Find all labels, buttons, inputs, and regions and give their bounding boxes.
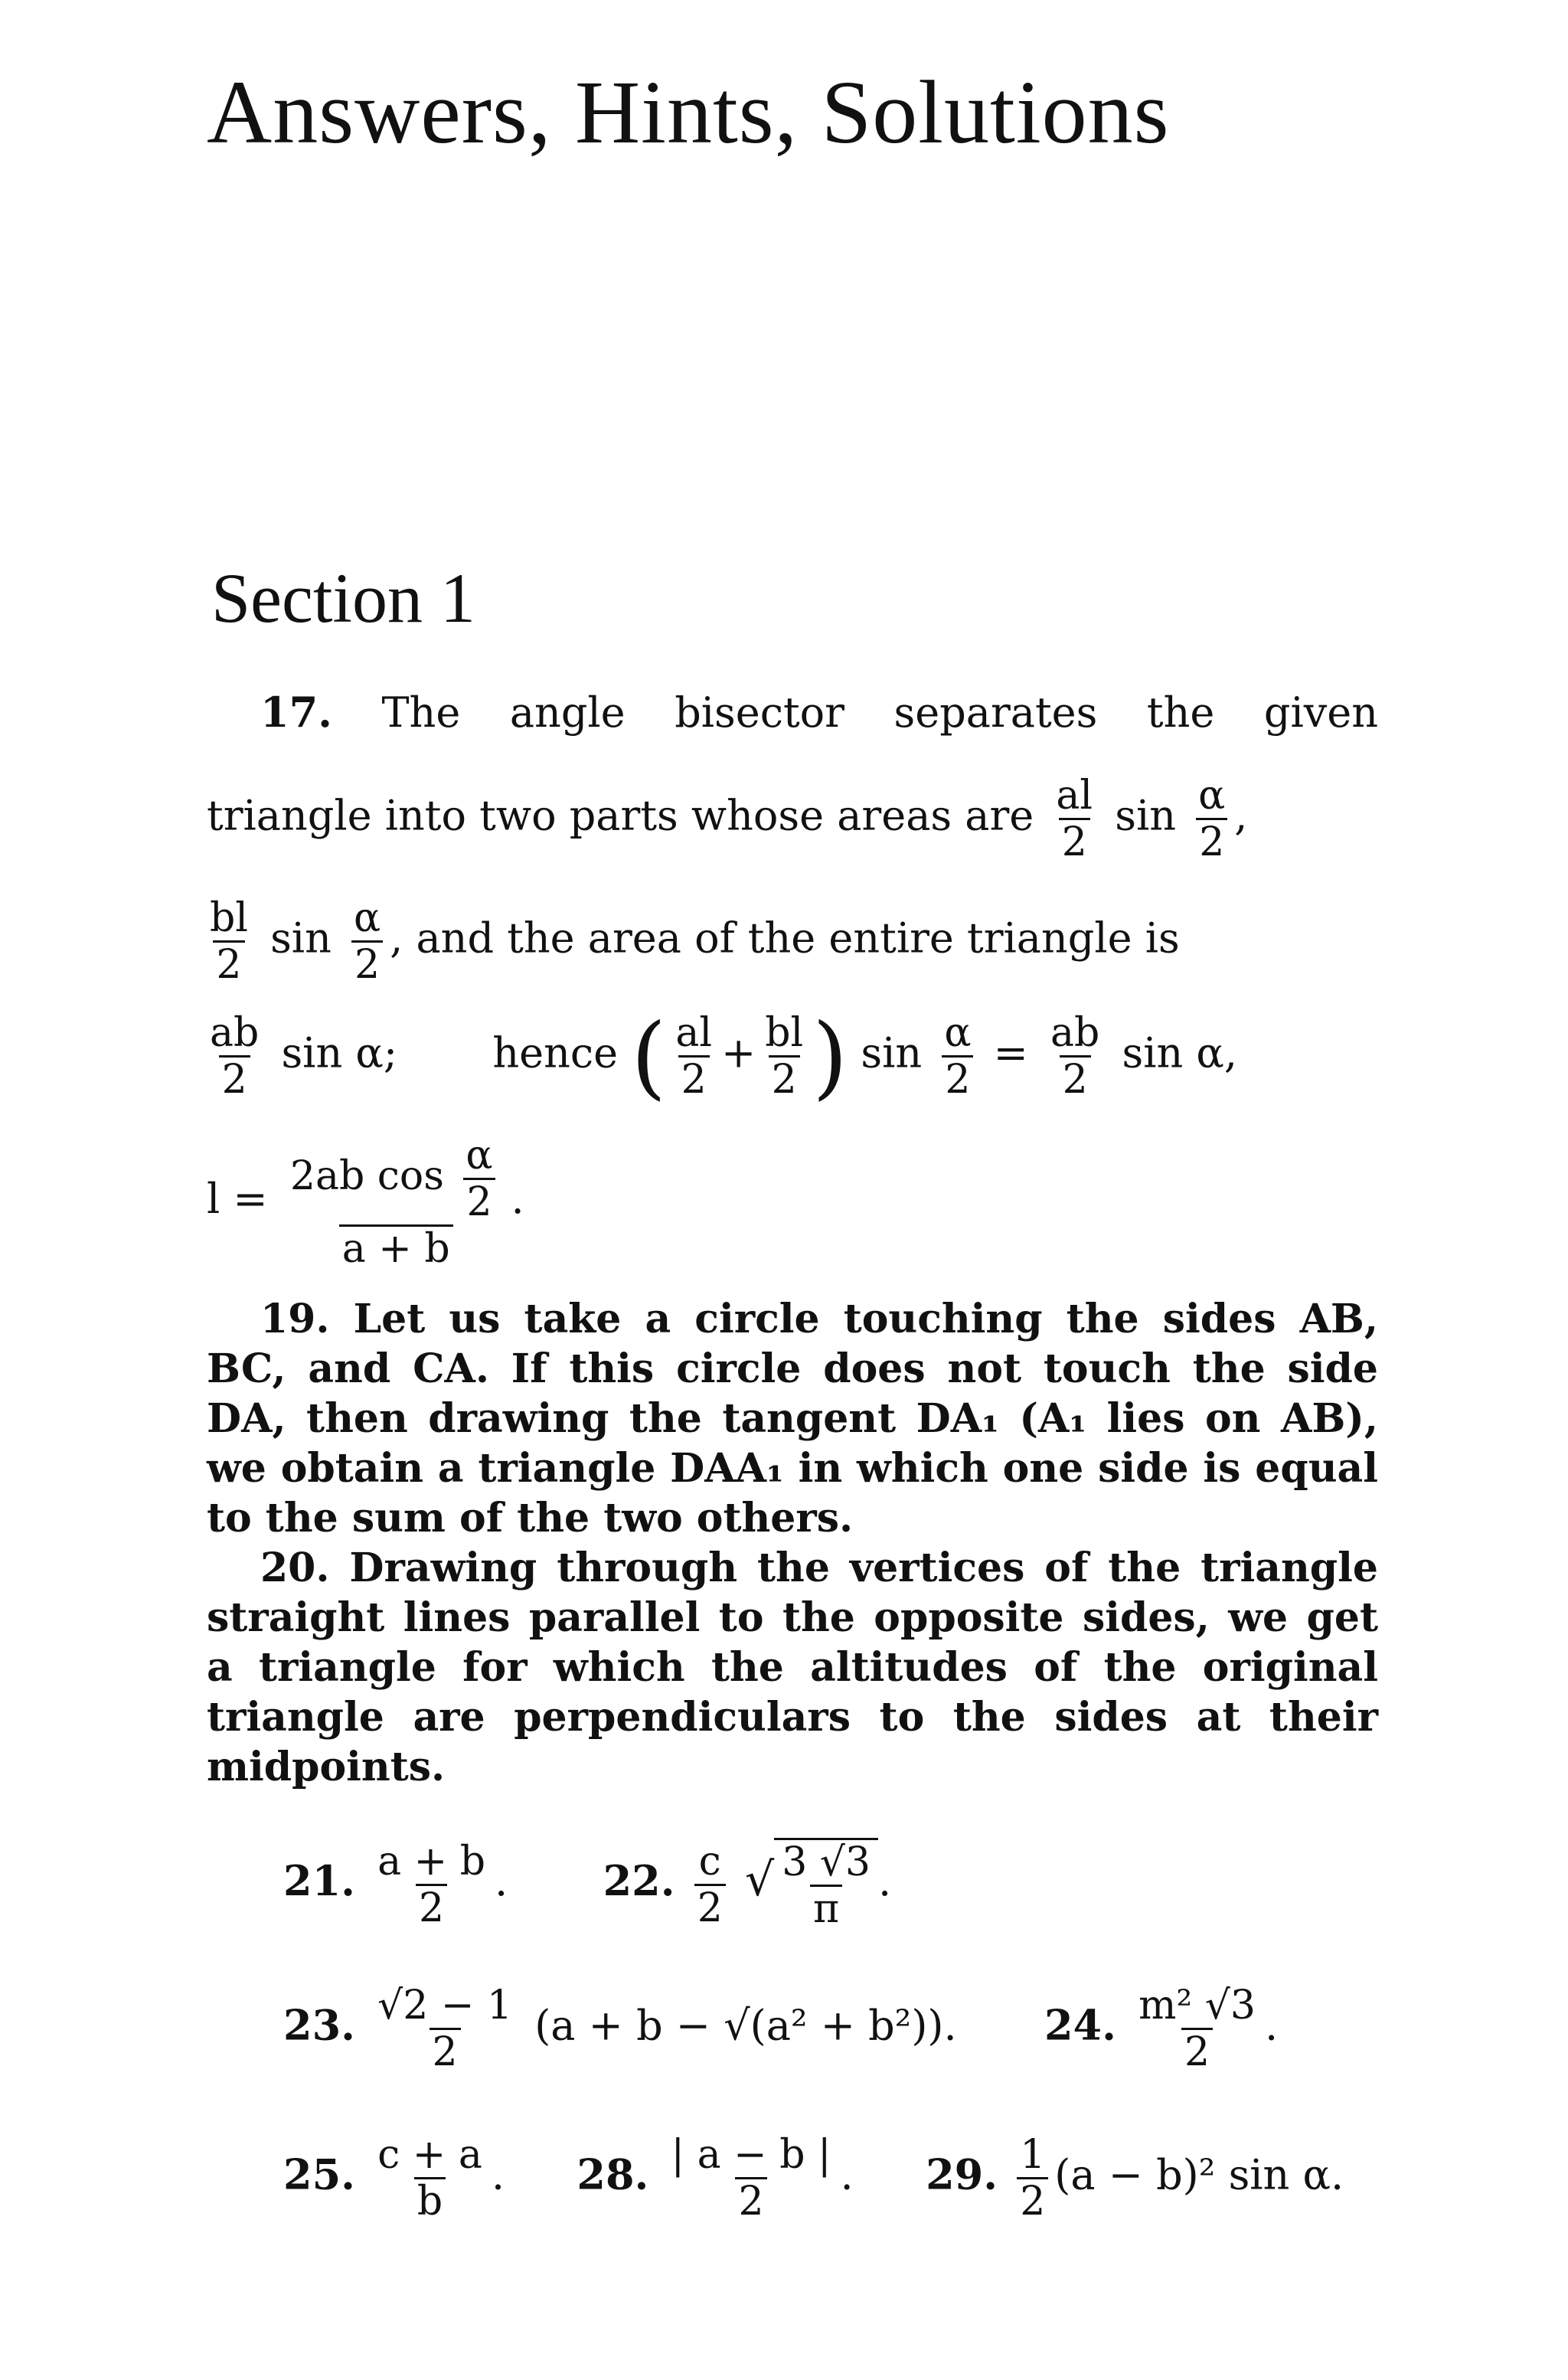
p17-line3: $\frac{bl}{2}$ sin $\frac{\alpha}{2}$ , and the area of the entire triangle is — [207, 896, 1378, 987]
answer-29-tail: (a − b)² sin α — [1054, 2150, 1331, 2199]
p17-text-line2: triangle into two parts whose areas are — [207, 791, 1034, 840]
p17-line2: triangle into two parts whose areas are $\frac{al}{2}$ sin $\frac{\alpha}{2}$ , — [207, 773, 1248, 865]
p19-paragraph — [207, 1294, 1378, 1543]
answer-28-fraction: $\frac{| a - b |}{2}$ — [671, 2132, 831, 2225]
frac-alpha-over-2: $\frac{\alpha}{2}$ — [351, 896, 384, 987]
frac-alpha-over-2: $\frac{\alpha}{2}$ — [941, 1011, 974, 1102]
answer-24-fraction: $\frac{\text{m² √3}}{2}$ — [1138, 1983, 1256, 2075]
p19-text: Let us take a circle touching the sides AB, BC, and CA. If this circle does not touch the side DA, then drawing the tangent DA₁ (A₁ lies on AB), we obtain a triangle DAA₁ in which one side is equal to the sum of the two others. — [207, 1296, 1378, 1541]
answer-21-fraction: $\frac{a + b}{2}$ — [377, 1838, 486, 1931]
page-title: Answers, Hints, Solutions — [207, 62, 1170, 162]
answer-number-29: 29. — [926, 2150, 998, 2199]
answer-22-radical: √ $\frac{3 √3}{\pi}$ — [745, 1838, 878, 1931]
frac-alpha-over-2: $\frac{\alpha}{2}$ — [1195, 773, 1228, 865]
p17-line4: $\frac{ab}{2}$ sin α; hence ( $\frac{al}{2}$ + $\frac{bl}{2}$ ) sin $\frac{\alpha}{2}$ = $\frac{ab}{2}$ sin α, — [207, 1011, 1378, 1102]
p20-text: Drawing through the vertices of the triangle straight lines parallel to the opposite sides, we get a triangle for which the altitudes of the original triangle are perpendiculars to the sides at their midpoints. — [207, 1545, 1378, 1790]
p17-text-line3: , and the area of the entire triangle is — [390, 914, 1180, 963]
answers-row-21-22: 21. $\frac{a + b}{2}$ . 22. $\frac{c}{2}$ √ $\frac{3 √3}{\pi}$ . — [283, 1838, 892, 1932]
answer-23-factor: (a + b − √(a² + b²)) — [534, 2001, 944, 2050]
frac-ab-over-2: $\frac{ab}{2}$ — [210, 1010, 260, 1103]
p17-text-line1: The angle bisector separates the given — [381, 688, 1378, 737]
frac-bl-over-2: $\frac{bl}{2}$ — [210, 895, 248, 988]
frac-alpha-over-2: $\frac{\alpha}{2}$ — [462, 1133, 495, 1224]
answers-row-25-28-29: 25. $\frac{c + a}{b}$ . 28. $\frac{| a - b |}{2}$ . 29. $\frac{1}{2}$ (a − b)² sin α. — [283, 2132, 1344, 2225]
answers-row-23-24: 23. $\frac{√2 - 1}{2}$ (a + b − √(a² + b²)). 24. $\frac{\text{m² √3}}{2}$ . — [283, 1983, 1279, 2075]
frac-al-over-2: $\frac{al}{2}$ — [675, 1010, 712, 1103]
answer-number-22: 22. — [603, 1856, 675, 1905]
answer-number-23: 23. — [283, 2000, 355, 2050]
answer-number-25: 25. — [283, 2150, 355, 2199]
answer-23-fraction: $\frac{√2 - 1}{2}$ — [377, 1983, 513, 2075]
answer-22-coefficient: $\frac{c}{2}$ — [694, 1839, 726, 1930]
frac-al-over-2: $\frac{al}{2}$ — [1056, 773, 1093, 865]
answer-25-fraction: $\frac{c + a}{b}$ — [377, 2132, 482, 2225]
section-title: Section 1 — [211, 559, 475, 637]
answer-number-24: 24. — [1044, 2000, 1116, 2050]
frac-bl-over-2: $\frac{bl}{2}$ — [765, 1010, 804, 1103]
answer-29-fraction: $\frac{1}{2}$ — [1017, 2133, 1048, 2224]
p17-formula-l: l = 2ab cos $\frac{\alpha}{2}$ a + b . — [207, 1133, 524, 1272]
p17-line1 — [260, 688, 1378, 737]
frac-l-formula: 2ab cos $\frac{\alpha}{2}$ a + b — [287, 1133, 505, 1271]
p20-paragraph — [207, 1543, 1378, 1792]
problem-number-17: 17. — [260, 688, 332, 737]
problem-number-20: 20. — [260, 1545, 330, 1591]
answer-number-21: 21. — [283, 1856, 355, 1905]
problem-number-19: 19. — [260, 1296, 330, 1342]
answer-number-28: 28. — [577, 2150, 649, 2199]
frac-ab-over-2: $\frac{ab}{2}$ — [1050, 1010, 1100, 1103]
